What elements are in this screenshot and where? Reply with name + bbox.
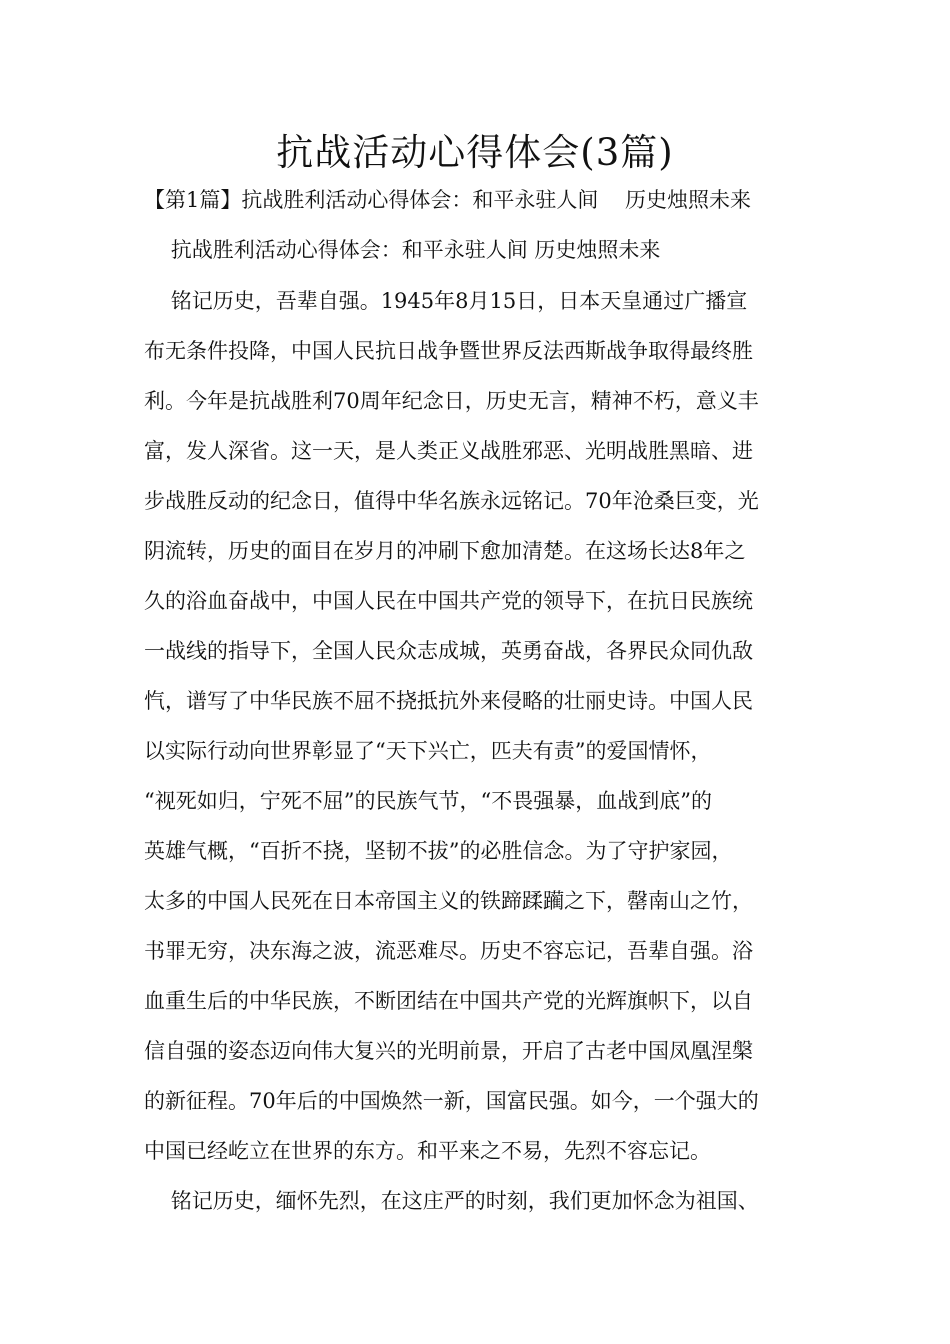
body-line: “视死如归，宁死不屈”的民族气节，“不畏强暴，血战到底”的 (144, 789, 712, 813)
body-line: 血重生后的中华民族，不断团结在中国共产党的光辉旗帜下，以自 (144, 989, 753, 1013)
body-line: 步战胜反动的纪念日，值得中华名族永远铭记。70年沧桑巨变，光 (144, 489, 759, 513)
body-line: 布无条件投降，中国人民抗日战争暨世界反法西斯战争取得最终胜 (144, 339, 753, 363)
body-line: 信自强的姿态迈向伟大复兴的光明前景，开启了古老中国凤凰涅槃 (144, 1039, 753, 1063)
body-line: 铭记历史，吾辈自强。1945年8月15日，日本天皇通过广播宣 (144, 289, 748, 313)
body-line: 太多的中国人民死在日本帝国主义的铁蹄蹂躏之下，罄南山之竹， (144, 889, 753, 913)
body-line: 忾，谱写了中华民族不屈不挠抵抗外来侵略的壮丽史诗。中国人民 (144, 689, 753, 713)
body-line: 英雄气概，“百折不挠，坚韧不拔”的必胜信念。为了守护家园， (144, 839, 733, 863)
body-line: 久的浴血奋战中，中国人民在中国共产党的领导下，在抗日民族统 (144, 589, 753, 613)
body-line: 富，发人深省。这一天，是人类正义战胜邪恶、光明战胜黑暗、进 (144, 439, 753, 463)
body-line: 一战线的指导下，全国人民众志成城，英勇奋战，各界民众同仇敌 (144, 639, 753, 663)
body-line: 书罪无穷，决东海之波，流恶难尽。历史不容忘记，吾辈自强。浴 (144, 939, 753, 963)
document-title: 抗战活动心得体会(3篇) (276, 131, 674, 174)
body-line: 以实际行动向世界彰显了“天下兴亡，匹夫有责”的爱国情怀， (144, 739, 712, 763)
body-line: 的新征程。70年后的中国焕然一新，国富民强。如今，一个强大的 (144, 1089, 759, 1113)
article-subtitle: 抗战胜利活动心得体会：和平永驻人间 历史烛照未来 (144, 238, 661, 262)
body-line: 中国已经屹立在世界的东方。和平来之不易，先烈不容忘记。 (144, 1139, 711, 1163)
body-line: 铭记历史，缅怀先烈，在这庄严的时刻，我们更加怀念为祖国、 (144, 1189, 759, 1213)
body-line: 利。今年是抗战胜利70周年纪念日，历史无言，精神不朽，意义丰 (144, 389, 759, 413)
section-heading: 【第1篇】抗战胜利活动心得体会：和平永驻人间 历史烛照未来 (144, 188, 752, 212)
body-line: 阴流转，历史的面目在岁月的冲刷下愈加清楚。在这场长达8年之 (144, 539, 746, 563)
